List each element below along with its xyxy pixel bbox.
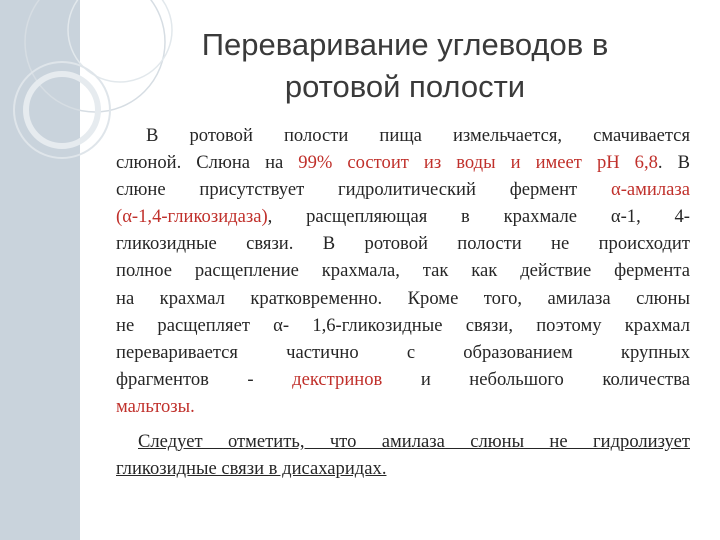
paragraph-line [116, 285, 690, 312]
text-run: гликозидные связи в дисахаридах. [116, 458, 387, 480]
highlighted-text: α-амилаза [610, 179, 690, 201]
paragraph-line [116, 257, 690, 284]
slide-title [120, 24, 690, 108]
text-run: на крахмал кратковременно. Кроме того, амилаза слюны [116, 287, 690, 309]
paragraph-line [116, 203, 690, 230]
text-run: слюне присутствует гидролитический фермент [116, 179, 611, 201]
text-run: слюной. Слюна на [116, 152, 299, 174]
paragraph-line [116, 176, 690, 203]
paragraph-line [116, 339, 690, 366]
text-run: и небольшого количества [382, 368, 690, 390]
text-run: Следует отметить, что амилаза слюны не гидролизует [138, 431, 690, 453]
slide-body [116, 122, 690, 482]
paragraph-line [116, 230, 690, 257]
paragraph-line [116, 312, 690, 339]
paragraph-line [116, 393, 690, 420]
paragraph-line [116, 149, 690, 176]
highlighted-text: декстринов [292, 368, 383, 390]
highlighted-text: (α-1,4-гликозидаза) [116, 206, 268, 228]
underlined-line [116, 428, 690, 455]
left-decorative-band [0, 0, 80, 540]
paragraph-line [116, 366, 690, 393]
highlighted-text: 99% состоит из воды и имеет рН 6,8 [298, 152, 658, 174]
paragraph-2 [116, 428, 690, 482]
text-run: полное расщепление крахмала, так как действие фермента [116, 260, 690, 282]
paragraph-line [116, 122, 690, 149]
highlighted-text: мальтозы. [116, 395, 195, 417]
text-run: , расщепляющая в крахмале α-1, 4- [267, 206, 690, 228]
text-run: фрагментов - [116, 368, 293, 390]
text-run: . В [657, 152, 690, 174]
text-run: переваривается частично с образованием крупных [116, 341, 690, 363]
title-line-1: Переваривание углеводов в [201, 27, 609, 62]
text-run: В ротовой полости пища измельчается, смачивается [146, 125, 690, 146]
paragraph-1 [116, 122, 690, 420]
text-run: гликозидные связи. В ротовой полости не происходит [116, 233, 690, 255]
underlined-line [116, 455, 690, 482]
title-line-2: ротовой полости [284, 69, 526, 104]
text-run: не расщепляет α- 1,6-гликозидные связи, поэтому крахмал [116, 314, 690, 336]
